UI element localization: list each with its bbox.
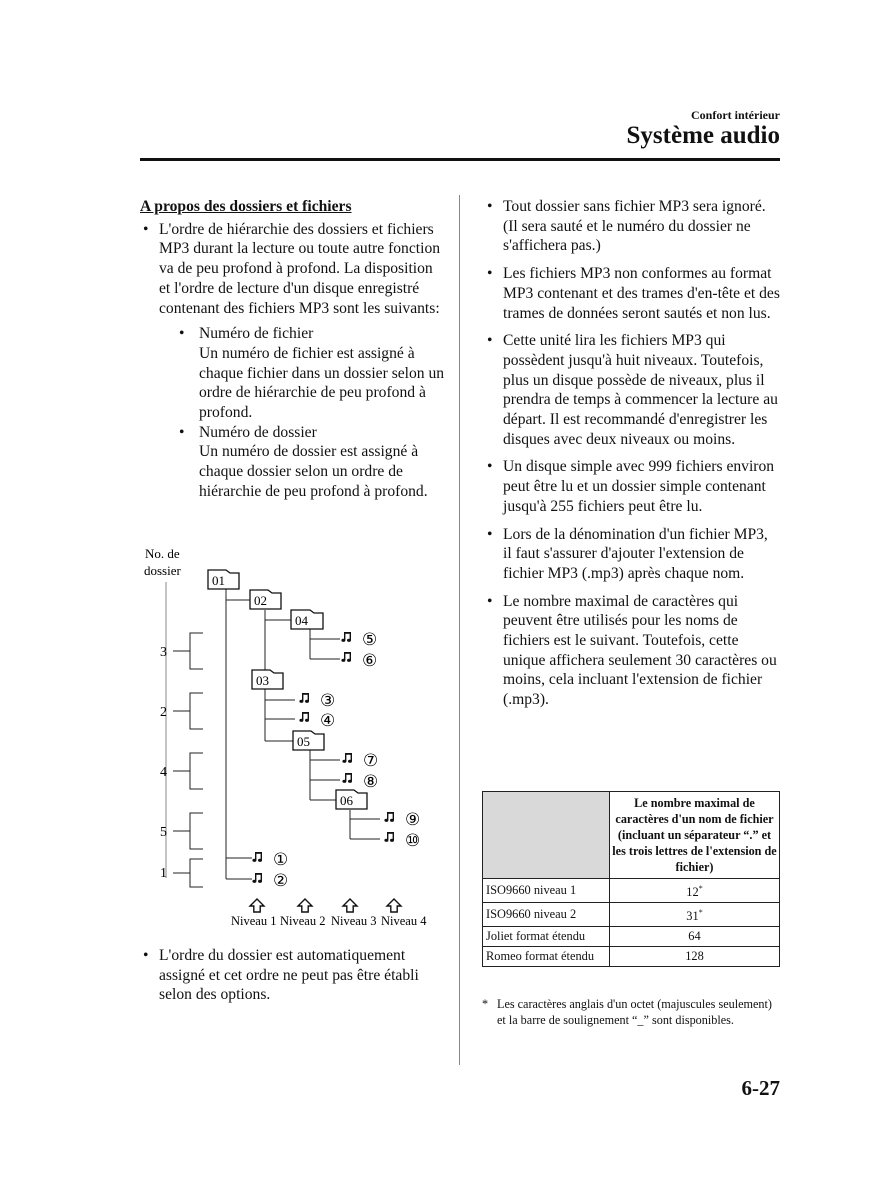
folder-label: 03 — [256, 673, 269, 688]
folder-label: 06 — [340, 793, 353, 808]
folder-label: 05 — [297, 734, 310, 749]
file-number: ⑥ — [362, 651, 378, 670]
right-column — [484, 197, 780, 718]
bullet-empty-folder: • Tout dossier sans fichier MP3 sera ignoré. (Il sera sauté et le numéro du dossier ne s'affichera pas.) — [484, 197, 780, 256]
table-cell-value — [610, 903, 780, 927]
up-arrow-icon — [343, 899, 357, 912]
table-row — [483, 947, 780, 967]
folder-05 — [293, 731, 324, 750]
file-7 — [342, 751, 378, 770]
folder-04 — [291, 610, 323, 629]
file-number: ⑨ — [405, 810, 421, 829]
up-arrow-icon — [250, 899, 264, 912]
sub-item-file-number: • Numéro de fichier Un numéro de fichier est assigné à chaque fichier dans un dossier selon un ordre de hiérarchie de peu profond à profond. — [179, 325, 445, 422]
file-9 — [384, 810, 420, 829]
table-cell-label: ISO9660 niveau 1 — [483, 879, 610, 903]
file-6 — [341, 651, 377, 670]
bullet-folder-order: • L'ordre du dossier est automatiquement assigné et cet ordre ne peut pas être établi selon des options. — [140, 946, 446, 1005]
character-limit-table — [482, 791, 780, 967]
file-1 — [252, 850, 288, 869]
bullet-mp3-extension: • Lors de la dénomination d'un fichier MP3, il faut s'assurer d'ajouter l'extension de fichier MP3 (.mp3) après chaque nom. — [484, 525, 780, 584]
music-note-icon — [252, 852, 262, 862]
bullet-hierarchy — [140, 220, 446, 502]
music-note-icon — [384, 812, 394, 822]
file-number: ⑦ — [363, 751, 379, 770]
bullet-eight-levels: • Cette unité lira les fichiers MP3 qui possèdent jusqu'à huit niveaux. Toutefois, plus un disque possède de niveaux, plus il prendra de temps à commencer la lecture au départ. Il est recommandé d'enregistrer les disques avec deux niveaux ou moins. — [484, 331, 780, 449]
up-arrow-icon — [387, 899, 401, 912]
folder-brackets — [173, 633, 203, 887]
file-number: ④ — [320, 711, 336, 730]
footnote-mark: * — [482, 997, 489, 1011]
value-text: 12 — [686, 885, 699, 900]
table-row — [483, 903, 780, 927]
table-cell-value — [610, 927, 780, 947]
music-note-icon — [299, 693, 309, 703]
up-arrow-icon — [298, 899, 312, 912]
folder-number-label: 1 — [160, 866, 167, 881]
sub-item-folder-number: • Numéro de dossier Un numéro de dossier est assigné à chaque dossier selon un ordre de hiérarchie de peu profond à profond. — [159, 423, 446, 502]
folder-number-label: 2 — [160, 705, 167, 720]
level-label: Niveau 1 — [231, 914, 277, 928]
level-label: Niveau 2 — [280, 914, 326, 928]
page-title: Système audio — [626, 122, 780, 149]
folder-06 — [336, 790, 367, 809]
folder-label: 02 — [254, 593, 267, 608]
sub-item-text: Un numéro de fichier est assigné à chaque fichier dans un dossier selon un ordre de hiérarchie de peu profond à profond. — [199, 344, 445, 422]
table-cell-value — [610, 947, 780, 967]
folder-number-label: 3 — [160, 645, 167, 660]
music-note-icon — [299, 712, 309, 722]
table-cell-label: Romeo format étendu — [483, 947, 610, 967]
bullet-file-limits: • Un disque simple avec 999 fichiers environ peut être lu et un dossier simple contenant jusqu'à 255 fichiers peut être lu. — [484, 457, 780, 516]
level-label: Niveau 4 — [381, 914, 427, 928]
sub-item-title: Numéro de dossier — [199, 423, 317, 441]
section-label: Confort intérieur — [691, 108, 780, 122]
bullet-nonconforming-files: • Les fichiers MP3 non conformes au format MP3 contenant et des trames d'en-tête et des trames de données seront sautés et non lus. — [484, 264, 780, 323]
axis-label: dossier — [144, 563, 181, 578]
music-note-icon — [341, 632, 351, 642]
footnote-mark: * — [698, 908, 703, 918]
folder-03 — [252, 670, 283, 689]
value-text: 128 — [685, 949, 704, 964]
file-number: ⑧ — [363, 772, 379, 791]
table-header: Le nombre maximal de caractères d'un nom de fichier (incluant un séparateur “.” et les trois lettres de l'extension de fichier) — [610, 792, 780, 879]
file-5 — [341, 630, 377, 649]
sub-list — [159, 324, 446, 501]
level-label: Niveau 3 — [331, 914, 377, 928]
file-2 — [252, 871, 288, 890]
bullet-max-characters: • Le nombre maximal de caractères qui peuvent être utilisés pour les noms de fichiers est le suivant. Toutefois, cette unique affichera seulement 30 caractères ou moins, cela incluant l'extension de fichier (.mp3). — [484, 592, 780, 710]
table-cell-value — [610, 879, 780, 903]
header-rule — [140, 158, 780, 161]
music-note-icon — [252, 873, 262, 883]
sub-item-title: Numéro de fichier — [199, 325, 314, 343]
folder-02 — [250, 590, 281, 609]
left-column-bottom — [140, 946, 446, 1013]
axis-label: No. de — [145, 546, 180, 561]
column-divider — [459, 195, 460, 1065]
file-4 — [299, 711, 335, 730]
sub-item-text: Un numéro de dossier est assigné à chaque dossier selon un ordre de hiérarchie de peu profond à profond. — [199, 443, 428, 500]
left-column — [140, 197, 446, 510]
table-header-row — [483, 792, 780, 879]
table-cell-label: Joliet format étendu — [483, 927, 610, 947]
file-number: ⑤ — [362, 630, 378, 649]
value-text: 64 — [688, 929, 701, 944]
music-note-icon — [384, 832, 394, 842]
music-note-icon — [342, 753, 352, 763]
folder-number-label: 4 — [160, 765, 167, 780]
table-row — [483, 927, 780, 947]
footnote-text: Les caractères anglais d'un octet (majuscules seulement) et la barre de soulignement “_” sont disponibles. — [497, 997, 772, 1027]
file-number: ① — [273, 850, 289, 869]
page-number: 6-27 — [741, 1076, 780, 1100]
music-note-icon — [342, 773, 352, 783]
table-corner-cell — [483, 792, 610, 879]
file-number: ② — [273, 871, 289, 890]
music-note-icon — [341, 652, 351, 662]
folder-number-label: 5 — [160, 825, 167, 840]
folder-hierarchy-diagram — [140, 540, 450, 940]
section-heading: A propos des dossiers et fichiers — [140, 198, 352, 215]
folder-label: 04 — [295, 613, 308, 628]
footnote-mark: * — [698, 884, 703, 893]
file-number: ⑩ — [405, 831, 421, 850]
folder-label: 01 — [212, 573, 225, 588]
file-3 — [299, 691, 335, 710]
footnote — [482, 996, 780, 1028]
file-8 — [342, 772, 378, 791]
bullet-text: L'ordre de hiérarchie des dossiers et fichiers MP3 durant la lecture ou toute autre fonction va de peu profond à profond. La disposition et l'ordre de lecture d'un disque enregistré contenant des fichiers MP3 sont les suivants: — [159, 220, 441, 317]
file-number: ③ — [320, 691, 336, 710]
value-text: 31 — [686, 909, 699, 924]
table-row — [483, 879, 780, 903]
folder-01 — [208, 570, 239, 589]
file-10 — [384, 831, 420, 850]
table-cell-label: ISO9660 niveau 2 — [483, 903, 610, 927]
